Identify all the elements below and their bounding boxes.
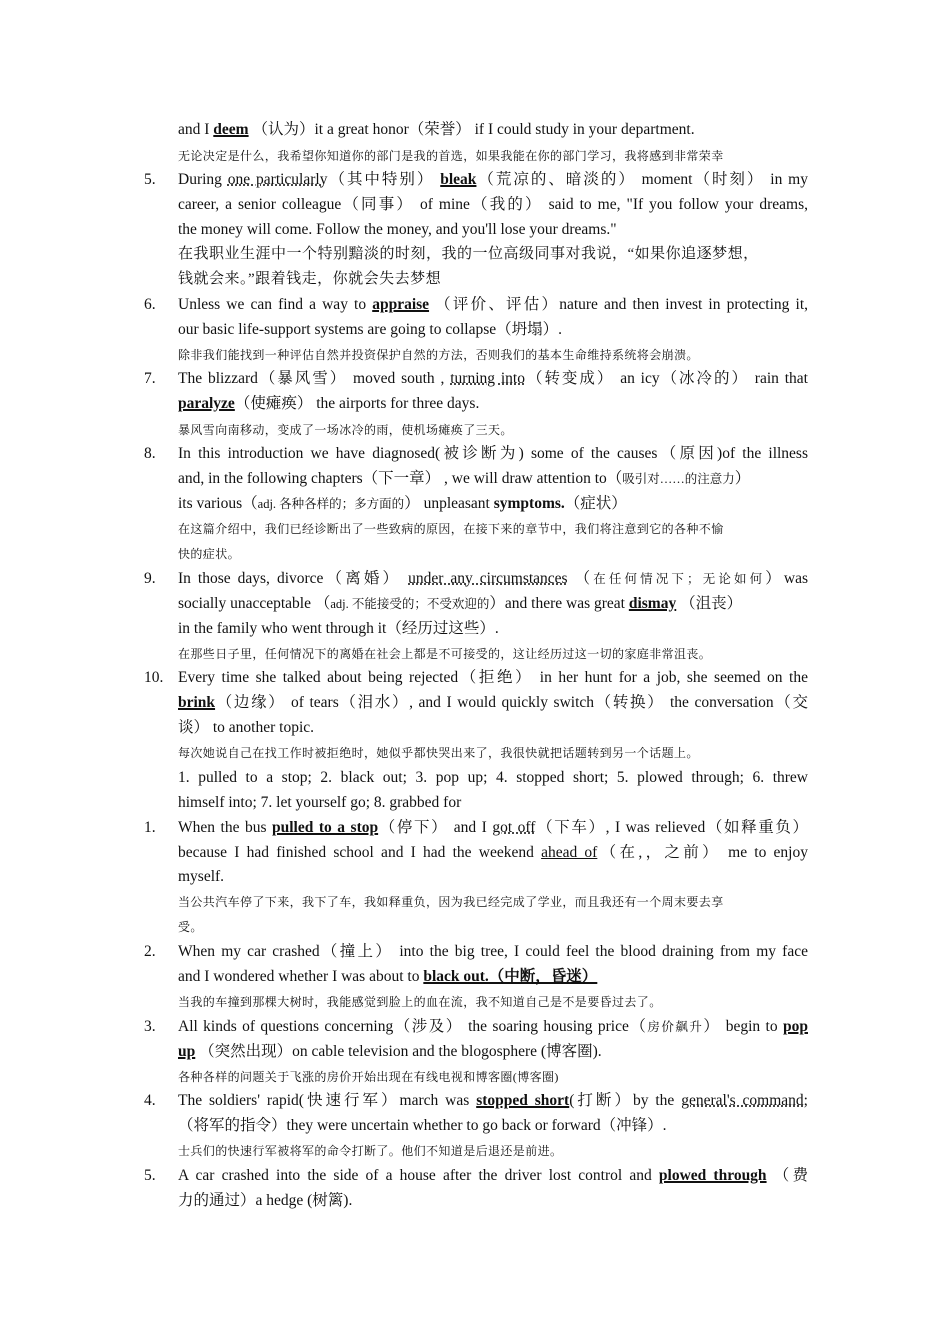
english-sentence-line (178, 867, 808, 887)
text-segment: （在,，之前） me to enjoy (597, 844, 808, 861)
text-segment: （下车）, I was relieved（如释重负） (535, 819, 808, 836)
text-segment: （荒凉的、暗淡的） moment（时刻） in my (476, 171, 808, 188)
text-segment: 在任何情况下；无论如何 (593, 572, 766, 586)
vocabulary-term: turning into (450, 370, 525, 387)
english-sentence-line (178, 494, 808, 514)
text-segment: ）was (765, 570, 808, 587)
text-segment: and I wondered whether I was about to (178, 968, 424, 985)
item-number: 5. (144, 171, 156, 188)
vocabulary-term: plowed through (658, 1167, 767, 1184)
text-segment: Unless we can find a way to (178, 296, 373, 313)
text-segment: When the bus (178, 819, 272, 836)
english-sentence-line (178, 693, 808, 713)
text-segment: because I had finished school and I had the weekend (178, 844, 542, 861)
text-segment: the money will come. Follow the money, and you'll lose your dreams." (178, 221, 617, 238)
text-segment: socially unacceptable （ (178, 595, 331, 612)
text-segment: ） unpleasant (404, 495, 494, 512)
english-sentence-line (178, 1116, 808, 1136)
vocabulary-term: stopped short (476, 1092, 570, 1109)
text-segment: （边缘） of tears（泪水）, and I would quickly switch（转换） the conversation（交 (215, 694, 808, 711)
english-sentence-line (178, 967, 808, 987)
vocabulary-term: general's command; (681, 1092, 808, 1109)
english-sentence-line (178, 594, 808, 614)
item-number: 4. (144, 1092, 156, 1109)
english-sentence-line (178, 195, 808, 215)
chinese-translation-line: 当我的车撞到那棵大树时，我能感觉到脸上的血在流，我不知道自己是不是要昏过去了。 (178, 995, 662, 1009)
text-segment: （使瘫痪） the airports for three days. (234, 395, 480, 412)
text-segment: its various（ (178, 495, 258, 512)
vocabulary-term: got off (492, 819, 536, 836)
text-segment: adj. 不能接受的；不受欢迎的 (330, 597, 490, 611)
item-number: 7. (144, 370, 156, 387)
text-segment: （认为）it a great honor（荣誉） if I could study in your department. (248, 121, 695, 138)
english-sentence-line (178, 569, 808, 589)
english-sentence-line (178, 469, 808, 489)
vocabulary-term: brink (178, 694, 216, 711)
text-segment: The soldiers' rapid(快速行军）march was (178, 1092, 477, 1109)
text-segment: In those days, divorce（离婚） (178, 570, 409, 587)
english-sentence-line (178, 170, 808, 190)
text-segment: ） begin to (703, 1018, 783, 1035)
text-segment: and, in the following chapters（下一章） , we will draw attention to（ (178, 470, 623, 487)
text-segment: himself into; 7. let yourself go; 8. grabbed for (178, 794, 462, 811)
text-segment: （费 (766, 1167, 808, 1184)
text-segment: （转变成） an icy（冰冷的） rain that (525, 370, 808, 387)
vocabulary-term: deem (213, 121, 249, 138)
english-sentence-line (178, 394, 808, 414)
item-number: 10. (144, 669, 164, 686)
vocabulary-term: paralyze (178, 395, 235, 412)
text-segment: （停下） and I (378, 819, 493, 836)
vocabulary-term: one particularly (227, 171, 328, 188)
english-sentence-line (178, 295, 808, 315)
text-segment: (打断）by the (569, 1092, 682, 1109)
english-sentence-line (178, 818, 808, 838)
vocabulary-term: pulled to a stop (272, 819, 379, 836)
vocabulary-term: black out.（中断，昏迷） (423, 968, 598, 985)
text-segment: career, a senior colleague（同事） of mine（我的） said to me, "If you follow your dreams, (178, 196, 808, 213)
english-sentence-line (178, 1191, 808, 1211)
text-segment: （将军的指令）they were uncertain whether to go back or forward（冲锋）. (178, 1117, 667, 1134)
vocabulary-term: symptoms. (493, 495, 565, 512)
vocabulary-term: bleak (440, 171, 477, 188)
text-segment: （沮丧） (676, 595, 743, 612)
item-number: 1. (144, 819, 156, 836)
chinese-translation-line: 受。 (178, 920, 203, 934)
english-sentence-line (178, 220, 808, 240)
english-sentence-line (178, 444, 808, 464)
chinese-translation-line: 无论决定是什么，我希望你知道你的部门是我的首选，如果我能在你的部门学习，我将感到非常荣幸 (178, 149, 724, 163)
chinese-translation-line: 当公共汽车停了下来，我下了车，我如释重负，因为我已经完成了学业，而且我还有一个周末要去享 (178, 895, 724, 909)
text-segment: A car crashed into the side of a house after the driver lost control and (178, 1167, 659, 1184)
english-sentence-line (178, 320, 808, 340)
english-sentence-line (178, 843, 808, 863)
english-sentence-line (178, 1017, 808, 1037)
vocabulary-term: under any circumstances (408, 570, 568, 587)
chinese-translation-line: 在那些日子里，任何情况下的离婚在社会上都是不可接受的，这让经历过这一切的家庭非常沮丧。 (178, 647, 712, 661)
text-segment: 房价飙升 (647, 1020, 704, 1034)
english-sentence-line (178, 668, 808, 688)
text-segment: All kinds of questions concerning（涉及） the soaring housing price（ (178, 1018, 648, 1035)
text-segment: ） (734, 470, 751, 487)
english-sentence-line (178, 619, 808, 639)
text-segment: adj. 各种各样的；多方面的 (257, 497, 405, 511)
text-segment: ）and there was great (489, 595, 629, 612)
text-segment: When my car crashed（撞上） into the big tree, I could feel the blood draining from my face (178, 943, 808, 960)
text-segment: myself. (178, 868, 225, 885)
chinese-translation-line: 暴风雪向南移动，变成了一场冰冷的雨，使机场瘫痪了三天。 (178, 423, 513, 437)
chinese-translation-line: 在这篇介绍中，我们已经诊断出了一些致病的原因，在接下来的章节中，我们将注意到它的各种不愉 (178, 522, 724, 536)
english-sentence-line (178, 942, 808, 962)
text-segment: During (178, 171, 228, 188)
english-sentence-line (178, 793, 808, 813)
chinese-translation-line: 士兵们的快速行军被将军的命令打断了。他们不知道是后退还是前进。 (178, 1144, 563, 1158)
text-segment: 1. pulled to a stop; 2. black out; 3. pop up; 4. stopped short; 5. plowed through; 6. threw (178, 769, 808, 786)
text-segment: The blizzard（暴风雪） moved south , (178, 370, 451, 387)
text-segment: 谈） to another topic. (178, 719, 315, 736)
text-segment: In this introduction we have diagnosed(被诊断为) some of the causes（原因)of the illness (178, 445, 808, 462)
text-segment: （症状） (564, 495, 627, 512)
chinese-translation-line: 快的症状。 (178, 547, 241, 561)
text-segment: our basic life-support systems are going to collapse（坍塌）. (178, 321, 562, 338)
english-sentence-line (178, 1091, 808, 1111)
chinese-translation-line: 各种各样的问题关于飞涨的房价开始出现在有线电视和博客圈(博客圈) (178, 1070, 559, 1084)
english-sentence-line (178, 1042, 808, 1062)
vocabulary-term: dismay (628, 595, 677, 612)
chinese-translation-line: 钱就会来。”跟着钱走，你就会失去梦想 (178, 271, 442, 287)
text-segment: Every time she talked about being rejected（拒绝） in her hunt for a job, she seemed on the (178, 669, 808, 686)
item-number: 6. (144, 296, 156, 313)
text-segment: 力的通过）a hedge (树篱). (178, 1192, 353, 1209)
text-segment: 吸引对……的注意力 (622, 472, 735, 486)
item-number: 8. (144, 445, 156, 462)
text-segment: （突然出现）on cable television and the blogosphere (博客圈). (195, 1043, 602, 1060)
item-number: 9. (144, 570, 156, 587)
vocabulary-term: appraise (372, 296, 430, 313)
english-sentence-line (178, 120, 808, 140)
text-segment: （评价、评估）nature and then invest in protecting it, (429, 296, 808, 313)
item-number: 3. (144, 1018, 156, 1035)
item-number: 2. (144, 943, 156, 960)
english-sentence-line (178, 718, 808, 738)
text-segment: and I (178, 121, 214, 138)
english-sentence-line (178, 1166, 808, 1186)
item-number: 5. (144, 1167, 156, 1184)
chinese-translation-line: 每次她说自己在找工作时被拒绝时，她似乎都快哭出来了，我很快就把话题转到另一个话题上。 (178, 746, 699, 760)
vocabulary-term: ahead of (541, 844, 598, 861)
english-sentence-line (178, 369, 808, 389)
vocabulary-term: up (178, 1043, 196, 1060)
text-segment: （ (567, 570, 594, 587)
vocabulary-term: pop (783, 1018, 808, 1035)
chinese-translation-line: 除非我们能找到一种评估自然并投资保护自然的方法，否则我们的基本生命维持系统将会崩溃。 (178, 348, 699, 362)
text-segment: in the family who went through it（经历过这些）. (178, 620, 499, 637)
chinese-translation-line: 在我职业生涯中一个特别黯淡的时刻，我的一位高级同事对我说，“如果你追逐梦想， (178, 246, 759, 262)
english-sentence-line (178, 768, 808, 788)
text-segment: （其中特别） (327, 171, 441, 188)
